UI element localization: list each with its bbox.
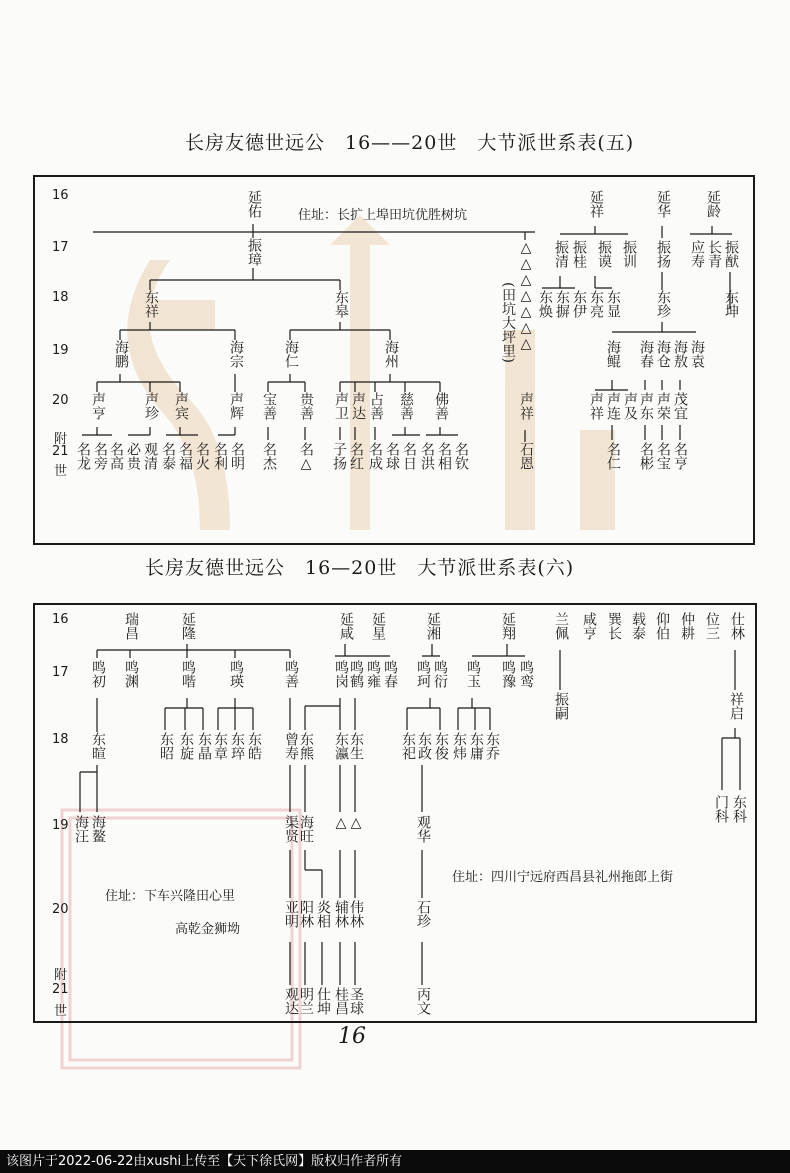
person: 名利 bbox=[212, 442, 228, 470]
person: 载泰 bbox=[630, 612, 646, 640]
person: 仕坤 bbox=[315, 987, 331, 1015]
gen-label: 19 bbox=[52, 343, 69, 358]
person: 名明 bbox=[229, 442, 245, 470]
person: 东显 bbox=[605, 290, 621, 318]
person: 振璋 bbox=[246, 238, 262, 266]
person: 东瀛 bbox=[333, 732, 349, 760]
person: 延星 bbox=[370, 612, 386, 640]
person: 石恩 bbox=[518, 442, 534, 470]
table6-address-3: 住址：四川宁远府西昌县礼州拖郎上街 bbox=[452, 870, 674, 885]
person: 声宾 bbox=[173, 392, 189, 420]
person: 声辉 bbox=[228, 392, 244, 420]
gen-label: 世 bbox=[54, 464, 68, 479]
person: 名福 bbox=[177, 442, 193, 470]
person: 东皋 bbox=[333, 290, 349, 318]
person: 声及 bbox=[622, 392, 638, 420]
person: 东坤 bbox=[723, 290, 739, 318]
person: 延华 bbox=[655, 190, 671, 218]
gen-label: 16 bbox=[52, 612, 69, 627]
person: 子扬 bbox=[331, 442, 347, 470]
person: 明兰 bbox=[298, 987, 314, 1015]
person: 东摒 bbox=[554, 290, 570, 318]
upload-footer: 该图片于2022-06-22由xushi上传至【天下徐氏网】版权归作者所有 bbox=[0, 1150, 790, 1173]
table5-title: 长房友德世远公 16——20世 大节派世系表(五) bbox=[185, 132, 635, 154]
person: 海敖 bbox=[672, 340, 688, 368]
gen-label: 18 bbox=[52, 732, 69, 747]
person: 鸣渊 bbox=[123, 660, 139, 688]
person: 鸣珂 bbox=[415, 660, 431, 688]
person: 佛善 bbox=[433, 392, 449, 420]
person: 应寿 bbox=[689, 240, 705, 268]
person: 延龄 bbox=[705, 190, 721, 218]
person: 延翔 bbox=[500, 612, 516, 640]
triangle-marker: △ bbox=[348, 815, 364, 831]
person: 阳林 bbox=[298, 900, 314, 928]
person: 东珍 bbox=[655, 290, 671, 318]
person: 仕林 bbox=[729, 612, 745, 640]
person: 东生 bbox=[348, 732, 364, 760]
person: 鸣初 bbox=[90, 660, 106, 688]
person: 占善 bbox=[368, 392, 384, 420]
person: 东旋 bbox=[178, 732, 194, 760]
gen-label: 附 bbox=[54, 968, 68, 983]
person: 圣球 bbox=[348, 987, 364, 1015]
person: 仲耕 bbox=[679, 612, 695, 640]
location-note: (田坑大坪里) bbox=[500, 282, 516, 363]
person: 海旺 bbox=[298, 815, 314, 843]
person: 声荣 bbox=[655, 392, 671, 420]
triangle-markers: △△△△△△△ bbox=[518, 240, 534, 352]
gen-label: 20 bbox=[52, 393, 69, 408]
person: 声亨 bbox=[90, 392, 106, 420]
person: 东焕 bbox=[537, 290, 553, 318]
person: 海州 bbox=[383, 340, 399, 368]
person: 名泰 bbox=[160, 442, 176, 470]
person: 仰伯 bbox=[654, 612, 670, 640]
gen-label: 附 bbox=[54, 432, 68, 447]
person: 延咸 bbox=[338, 612, 354, 640]
person: 鸣豫 bbox=[500, 660, 516, 688]
person: 声祥 bbox=[588, 392, 604, 420]
person: 延祥 bbox=[588, 190, 604, 218]
table6-address-1: 住址：下车兴隆田心里 bbox=[105, 889, 236, 904]
person: 兰佩 bbox=[553, 612, 569, 640]
person: 名旁 bbox=[92, 442, 108, 470]
person: 贵善 bbox=[298, 392, 314, 420]
person: 桂昌 bbox=[333, 987, 349, 1015]
person: 延湘 bbox=[425, 612, 441, 640]
person: 宝善 bbox=[261, 392, 277, 420]
person: 海春 bbox=[638, 340, 654, 368]
person: 振清 bbox=[553, 240, 569, 268]
person: 东昭 bbox=[158, 732, 174, 760]
person: 东科 bbox=[731, 795, 747, 823]
person: 名日 bbox=[401, 442, 417, 470]
person: 声连 bbox=[605, 392, 621, 420]
person: 名杰 bbox=[261, 442, 277, 470]
person: 名相 bbox=[436, 442, 452, 470]
person: 鸣善 bbox=[283, 660, 299, 688]
person: 鸣鹤 bbox=[348, 660, 364, 688]
gen-label: 16 bbox=[52, 188, 69, 203]
person: 东炜 bbox=[451, 732, 467, 760]
person: 海鲲 bbox=[605, 340, 621, 368]
person: 鸣瑛 bbox=[228, 660, 244, 688]
person: 东暄 bbox=[90, 732, 106, 760]
person: 名高 bbox=[108, 442, 124, 470]
person: 观达 bbox=[283, 987, 299, 1015]
person: 东祀 bbox=[400, 732, 416, 760]
person: 海鹏 bbox=[113, 340, 129, 368]
person: 丙文 bbox=[415, 987, 431, 1015]
person: 东晶 bbox=[196, 732, 212, 760]
person: 名成 bbox=[367, 442, 383, 470]
person: 海鳌 bbox=[90, 815, 106, 843]
person: 声达 bbox=[350, 392, 366, 420]
person: 东政 bbox=[416, 732, 432, 760]
person: 门科 bbox=[713, 795, 729, 823]
person: 茂宜 bbox=[672, 392, 688, 420]
person: 东祥 bbox=[143, 290, 159, 318]
person: 海汪 bbox=[73, 815, 89, 843]
person: 伟林 bbox=[348, 900, 364, 928]
person: 东琗 bbox=[229, 732, 245, 760]
page-number: 16 bbox=[338, 1024, 366, 1049]
person: 海仁 bbox=[283, 340, 299, 368]
person: 名钦 bbox=[453, 442, 469, 470]
person: 海宗 bbox=[228, 340, 244, 368]
person: 东熊 bbox=[298, 732, 314, 760]
person: 振扬 bbox=[655, 240, 671, 268]
person: 曾寿 bbox=[283, 732, 299, 760]
person: 延隆 bbox=[180, 612, 196, 640]
gen-label: 21 bbox=[52, 444, 69, 459]
person: 鸣岗 bbox=[333, 660, 349, 688]
person: 鸣玉 bbox=[465, 660, 481, 688]
person: 振谟 bbox=[596, 240, 612, 268]
person: 名宝 bbox=[655, 442, 671, 470]
person: 声珍 bbox=[143, 392, 159, 420]
person: 名洪 bbox=[419, 442, 435, 470]
person: 东俊 bbox=[433, 732, 449, 760]
person: 声东 bbox=[638, 392, 654, 420]
person: 名红 bbox=[348, 442, 364, 470]
person: 祥启 bbox=[728, 692, 744, 720]
gen-label: 18 bbox=[52, 290, 69, 305]
person: 东章 bbox=[212, 732, 228, 760]
gen-label: 21 bbox=[52, 982, 69, 997]
person: 慈善 bbox=[398, 392, 414, 420]
person: 振嗣 bbox=[553, 692, 569, 720]
person: 位三 bbox=[704, 612, 720, 640]
person: 名龙 bbox=[75, 442, 91, 470]
person: 石珍 bbox=[415, 900, 431, 928]
gen-label: 世 bbox=[54, 1004, 68, 1019]
person: 振猷 bbox=[723, 240, 739, 268]
person: 海袁 bbox=[689, 340, 705, 368]
person: 名球 bbox=[384, 442, 400, 470]
person: 名仁 bbox=[605, 442, 621, 470]
person: 名火 bbox=[194, 442, 210, 470]
person: 必贵 bbox=[125, 442, 141, 470]
person: 声祥 bbox=[518, 392, 534, 420]
person: 鸣喈 bbox=[180, 660, 196, 688]
person: 长青 bbox=[706, 240, 722, 268]
person: 东亮 bbox=[588, 290, 604, 318]
person: 鸣鸾 bbox=[518, 660, 534, 688]
person: 咸亨 bbox=[581, 612, 597, 640]
person: 振训 bbox=[621, 240, 637, 268]
person: 巽长 bbox=[606, 612, 622, 640]
gen-label: 17 bbox=[52, 240, 69, 255]
person: 观华 bbox=[415, 815, 431, 843]
person: 鸣雍 bbox=[365, 660, 381, 688]
person: 东伊 bbox=[571, 290, 587, 318]
person: 鸣衍 bbox=[432, 660, 448, 688]
person: 名△ bbox=[298, 442, 314, 472]
triangle-marker: △ bbox=[333, 815, 349, 831]
person: 声卫 bbox=[333, 392, 349, 420]
person: 海仓 bbox=[655, 340, 671, 368]
person: 辅林 bbox=[333, 900, 349, 928]
person: 炎相 bbox=[315, 900, 331, 928]
table6-address-2: 高乾金狮坳 bbox=[175, 922, 241, 937]
person: 延佑 bbox=[246, 190, 262, 218]
person: 名彬 bbox=[638, 442, 654, 470]
person: 名亨 bbox=[672, 442, 688, 470]
person: 瑞昌 bbox=[123, 612, 139, 640]
person: 鸣春 bbox=[382, 660, 398, 688]
gen-label: 20 bbox=[52, 902, 69, 917]
person: 观清 bbox=[142, 442, 158, 470]
person: 亚明 bbox=[283, 900, 299, 928]
person: 振桂 bbox=[571, 240, 587, 268]
gen-label: 19 bbox=[52, 818, 69, 833]
gen-label: 17 bbox=[52, 665, 69, 680]
person: 东皓 bbox=[246, 732, 262, 760]
person: 渠贤 bbox=[283, 815, 299, 843]
table5-address: 住址：长扩上埠田坑优胜树坑 bbox=[298, 208, 468, 223]
person: 东乔 bbox=[484, 732, 500, 760]
table6-title: 长房友德世远公 16—20世 大节派世系表(六) bbox=[145, 557, 575, 579]
person: 东庸 bbox=[468, 732, 484, 760]
